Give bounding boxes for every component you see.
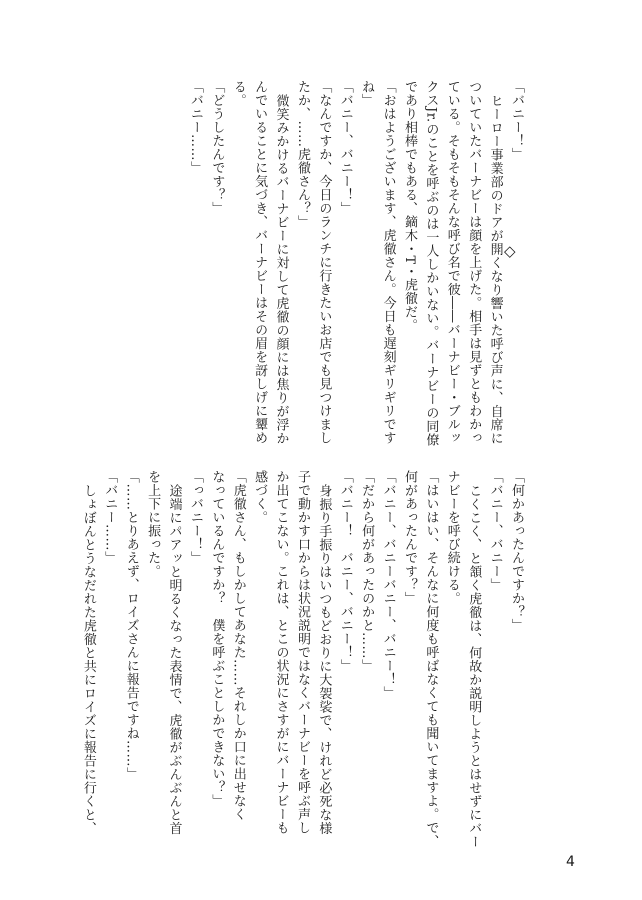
text-line: ている。そもそもそんな呼び名で彼――バーナビー・ブルッ: [444, 80, 460, 445]
text-line: 「バニー……」: [187, 80, 203, 175]
text-line: か出てこない。これは、とこの状況にさすがにバーナビーも: [273, 470, 289, 835]
text-line: 「……とりあえず、ロイズさんに報告ですね……」: [123, 470, 139, 781]
text-line: 「なんですか、今日のランチに行きたいお店でも見つけまし: [316, 80, 332, 445]
text-line: 微笑みかけるバーナビーに対して虎徹の顔には焦りが浮か: [273, 94, 289, 445]
text-line: 「虎徹さん、もしかしてあなた……それしか口に出せなく: [230, 470, 246, 821]
scene-break-diamond: ◇: [504, 242, 516, 260]
text-line: 「バニー、バニー！」: [337, 80, 353, 215]
text-line: 「バニー！ バニー、バニー！」: [337, 470, 353, 673]
text-line: こくこく、と頷く虎徹は、何故か説明しようとはせずにバー: [466, 484, 482, 849]
text-line: 「何かあったんですか？」: [509, 470, 524, 632]
text-line: 感づく。: [252, 470, 268, 524]
upper-text-block: [185, 80, 528, 447]
text-line: 「はいはい、そんなに何度も呼ばなくても聞いてますよ。で、: [423, 470, 439, 848]
text-line: 「バニー、バニー」: [487, 470, 503, 592]
text-line: る。: [230, 80, 246, 107]
text-line: 「バニー、バニーバニー、バニー！」: [380, 470, 396, 700]
text-line: を上下に振った。: [145, 470, 161, 578]
text-line: 途端にパアッと明るくなった表情で、虎徹がぶんぶんと首: [166, 484, 182, 835]
text-line: ね」: [359, 80, 375, 107]
text-line: 何があったんです？」: [401, 470, 417, 605]
text-line: 「だから何があったのかと……」: [359, 470, 375, 673]
lower-text-block: [77, 470, 527, 849]
text-line: 子で動かす口からは状況説明ではなくバーナビーを呼ぶ声し: [294, 470, 310, 835]
text-line: 「おはようございます、虎徹さん。今日も遅刻ギリギリです: [380, 80, 396, 445]
text-line: ヒーロー事業部のドアが開くなり響いた呼び声に、自席に: [487, 94, 503, 445]
text-line: なっているんですか？ 僕を呼ぶことしかできない？」: [209, 470, 225, 808]
text-line: たか、……虎徹さん？」: [294, 80, 310, 229]
text-line: ナビーを呼び続ける。: [444, 470, 460, 605]
text-line: んでいることに気づき、バーナビーはその眉を訝しげに顰め: [252, 80, 268, 445]
text-line: ついていたバーナビーは顔を上げた。相手は見ずともわかっ: [466, 80, 482, 445]
text-line: 「どうしたんです？」: [209, 80, 225, 215]
text-line: 「バニー！」: [509, 80, 524, 161]
text-line: 「バニー……」: [102, 470, 118, 565]
text-line: 「っバニー！」: [187, 470, 203, 565]
text-line: であり相棒でもある、鏑木・T・虎徹だ。: [401, 80, 417, 333]
page-number: 4: [566, 854, 575, 870]
text-line: クスJr.のことを呼ぶのは一人しかいない。バーナビーの同僚: [423, 80, 439, 447]
text-line: しょぼんとうなだれた虎徹と共にロイズに報告に行くと、: [80, 484, 96, 835]
text-line: 身振り手振りはいつもどおりに大袈裟で、けれど必死な様: [316, 484, 332, 835]
